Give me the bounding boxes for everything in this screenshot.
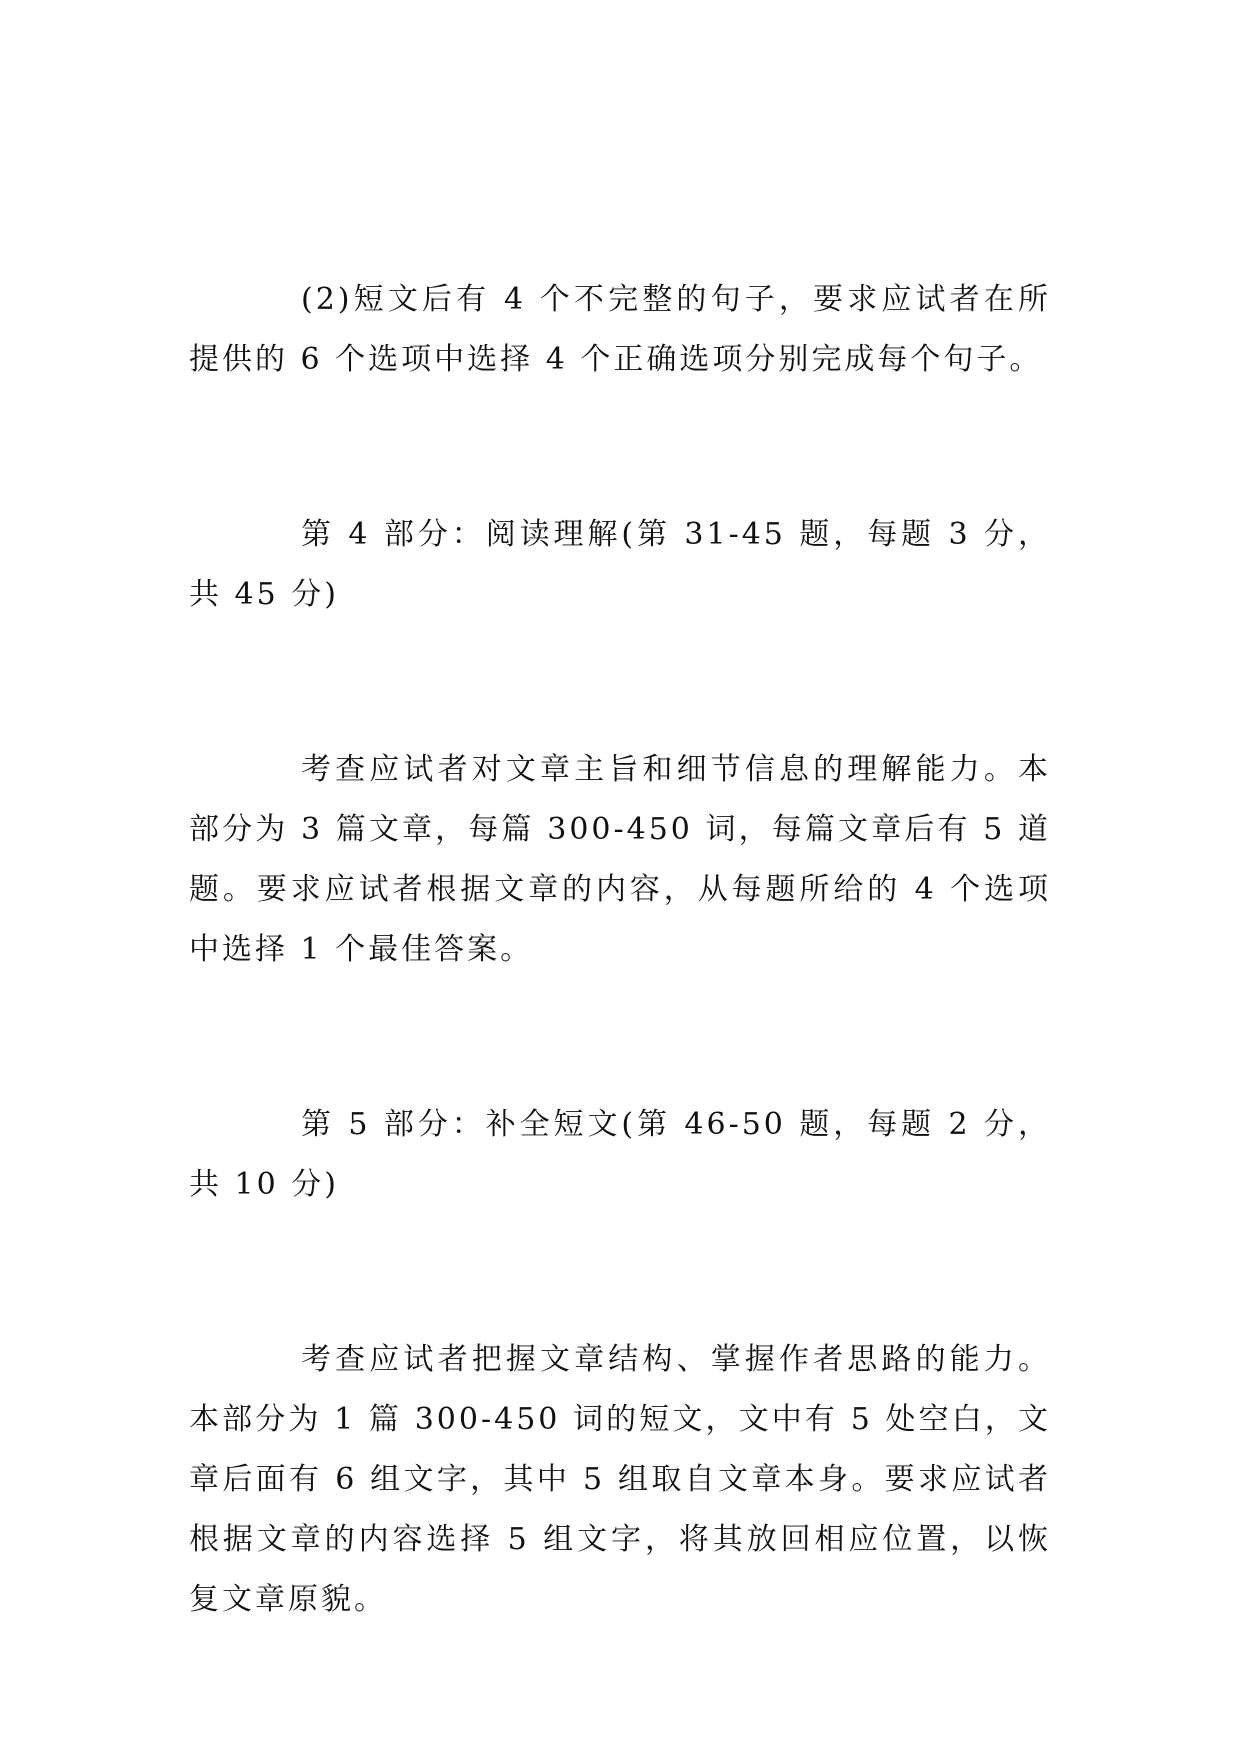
paragraph-part4-description: 考查应试者对文章主旨和细节信息的理解能力。本部分为 3 篇文章，每篇 300-450 词，每篇文章后有 5 道题。要求应试者根据文章的内容，从每题所给的 4 个选项中选择 1 个最佳答案。 bbox=[189, 752, 1051, 967]
section-heading-part5: 第 5 部分：补全短文(第 46-50 题，每题 2 分，共 10 分) bbox=[189, 1107, 1051, 1202]
paragraph-section3-item2: (2)短文后有 4 个不完整的句子，要求应试者在所提供的 6 个选项中选择 4 个正确选项分别完成每个句子。 bbox=[189, 282, 1051, 377]
section-heading-part4: 第 4 部分：阅读理解(第 31-45 题，每题 3 分，共 45 分) bbox=[189, 517, 1051, 612]
paragraph-part5-description: 考查应试者把握文章结构、掌握作者思路的能力。本部分为 1 篇 300-450 词的短文，文中有 5 处空白，文章后面有 6 组文字，其中 5 组取自文章本身。要求应试者根据文章的内容选择 5 组文字，将其放回相应位置，以恢复文章原貌。 bbox=[189, 1342, 1051, 1617]
